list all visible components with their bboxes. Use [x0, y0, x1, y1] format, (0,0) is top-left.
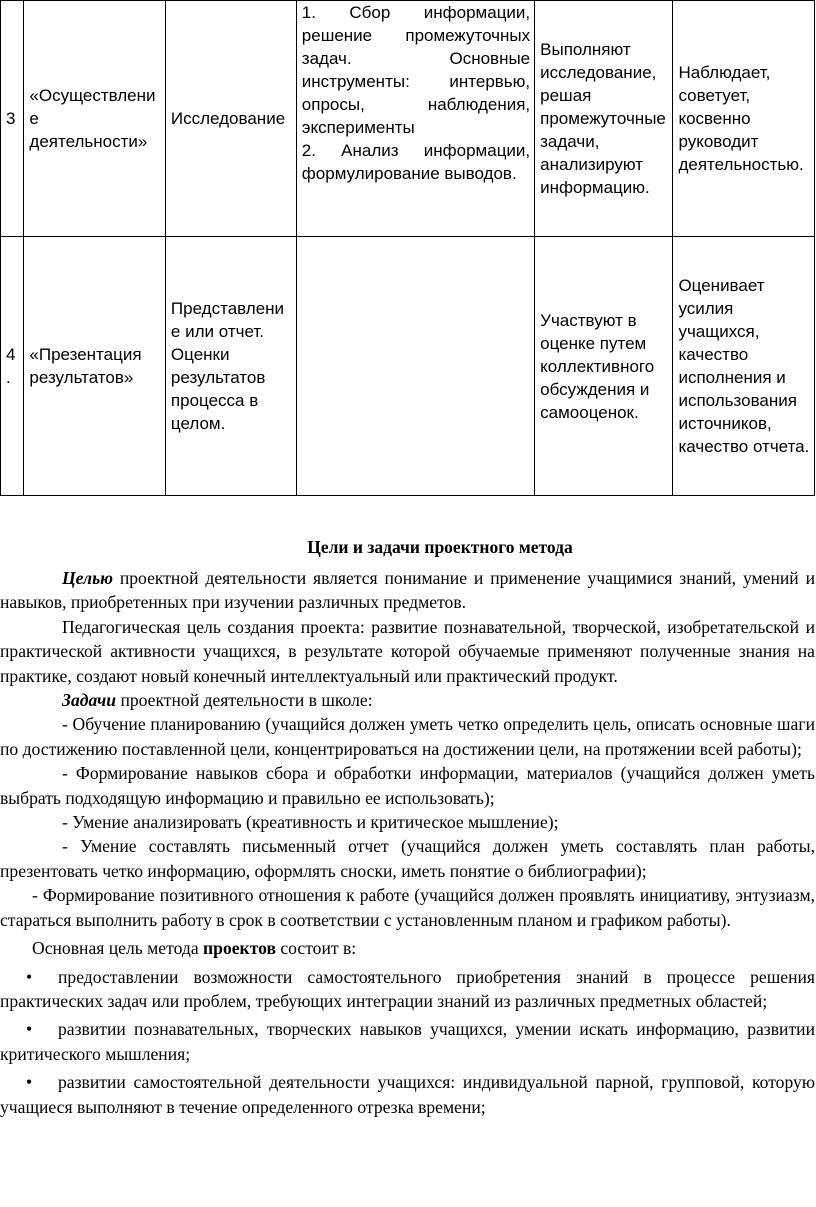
stage-name: «Презентация результатов» [24, 237, 166, 496]
teacher-activity: Наблюдает, советует, косвенно руководит деятельностью. [673, 1, 815, 237]
tasks-term: Задачи [62, 690, 117, 711]
task-item: - Обучение планированию (учащийся должен уметь четко определить цель, описать основные шаги по достижению поставленной цели, концентрироваться на достижении цели, на протяжении всей работы); [0, 714, 815, 759]
tasks-text: проектной деятельности в школе: [116, 690, 373, 711]
section-title: Цели и задачи проектного метода [307, 537, 573, 557]
goal-paragraph [0, 566, 815, 615]
main-goal-term: проектов [203, 938, 276, 959]
students-activity: Участвуют в оценке путем коллективного обсуждения и самооценок. [535, 237, 673, 496]
section-body [0, 566, 815, 1119]
row-number: 3 [1, 1, 24, 237]
stage-content [296, 237, 534, 496]
bullet-item [0, 965, 815, 1014]
tasks-intro [0, 688, 815, 712]
row-number: 4. [1, 237, 24, 496]
stage-content [296, 1, 534, 237]
bullet-icon: • [26, 1019, 33, 1040]
pedagogical-goal-paragraph: Педагогическая цель создания проекта: развитие познавательной, творческой, изобретательской и практической активности учащихся, в результате которой обучаемые применяют полученные знания на практике, создают новый конечный интеллектуальный или практический продукт. [0, 616, 815, 686]
bullet-text: развитии познавательных, творческих навыков учащихся, умении искать информацию, развитии критического мышления; [0, 1019, 815, 1064]
project-stages-table [0, 0, 815, 496]
table-row [1, 237, 815, 496]
bullet-item [0, 1017, 815, 1066]
goal-term: Целью [62, 568, 113, 588]
teacher-activity: Оценивает усилия учащихся, качество исполнения и использования источников, качество отчета. [673, 237, 815, 496]
bullet-text: предоставлении возможности самостоятельного приобретения знаний в процессе решения практических задач или проблем, требующих интеграции знаний из различных предметных областей; [0, 966, 815, 1011]
bullet-item [0, 1070, 815, 1119]
table-row [1, 1, 815, 237]
main-goal-intro [0, 936, 815, 960]
main-goal-prefix: Основная цель метода [32, 938, 204, 959]
stage-result: Исследование [165, 1, 296, 237]
task-item: - Умение анализировать (креативность и критическое мышление); [62, 812, 559, 833]
stage-name: «Осуществление деятельности» [24, 1, 166, 237]
task-item: - Умение составлять письменный отчет (учащийся должен уметь составлять план работы, презентовать четко информацию, оформлять сноски, иметь понятие о библиографии); [0, 836, 815, 881]
goal-text: проектной деятельности является понимание и применение учащимися знаний, умений и навыков, приобретенных при изучении различных предметов. [0, 568, 815, 613]
bullet-icon: • [26, 1072, 33, 1093]
stage-result: Представление или отчет. Оценки результатов процесса в целом. [165, 237, 296, 496]
content-item: 1. Сбор информации, решение промежуточных задач. Основные инструменты: интервью, опросы, наблюдения, эксперименты [301, 3, 531, 137]
content-item: 2. Анализ информации, формулирование выводов. [301, 141, 531, 183]
bullet-text: развитии самостоятельной деятельности учащихся: индивидуальной парной, групповой, которую учащиеся выполняют в течение определенного отрезка времени; [0, 1072, 815, 1117]
students-activity: Выполняют исследование, решая промежуточные задачи, анализируют информацию. [535, 1, 673, 237]
task-item: - Формирование позитивного отношения к работе (учащийся должен проявлять инициативу, энтузиазм, стараться выполнить работу в срок в соответствии с установленным планом и графиком работы). [0, 885, 815, 930]
bullet-icon: • [26, 966, 33, 987]
task-item: - Формирование навыков сбора и обработки информации, материалов (учащийся должен уметь выбрать подходящую информацию и правильно ее использовать); [0, 763, 815, 808]
main-goal-suffix: состоит в: [275, 938, 357, 959]
